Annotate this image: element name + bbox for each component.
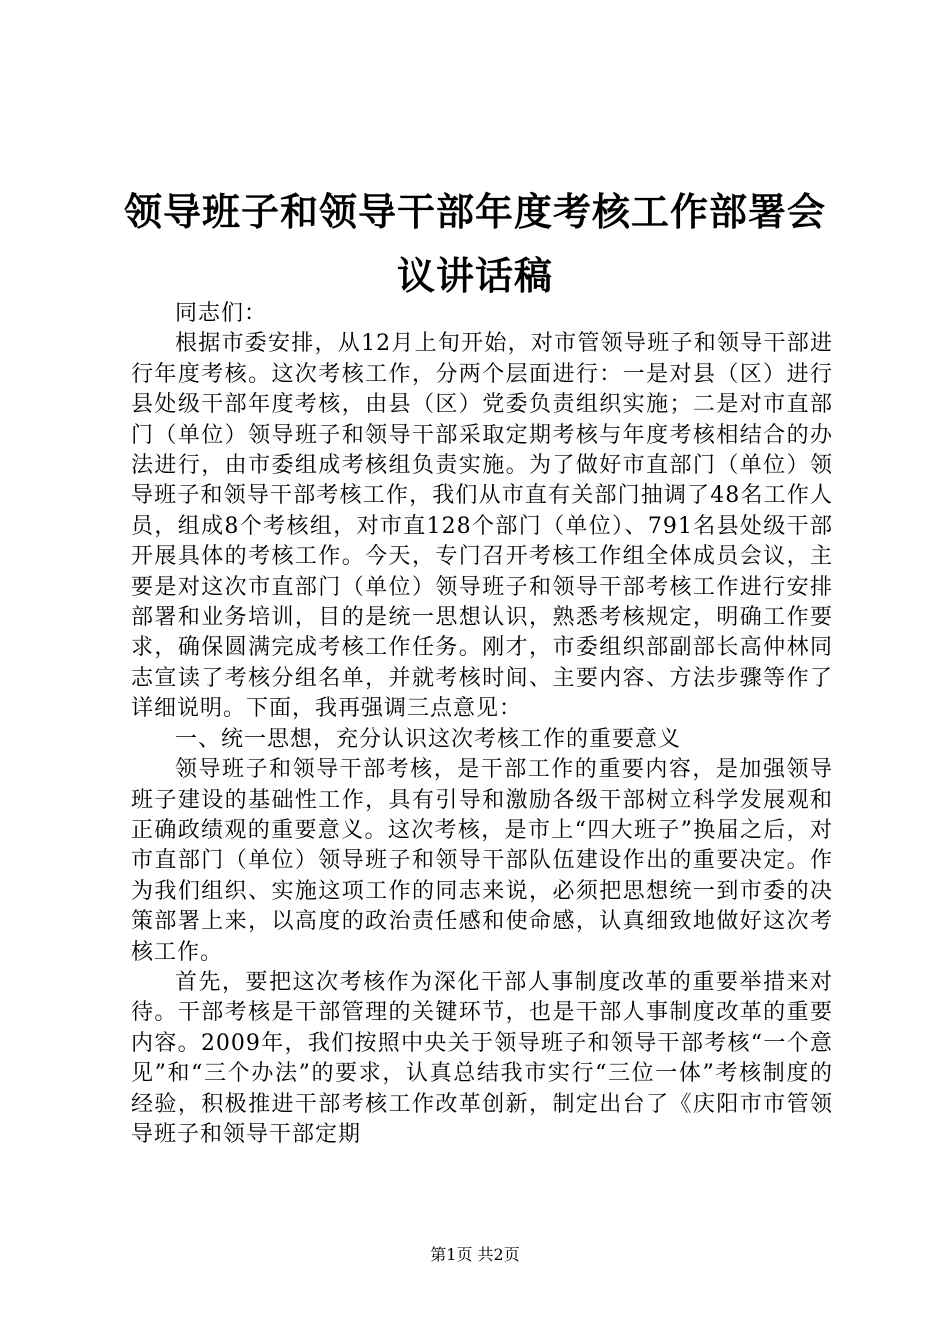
body-paragraph: 领导班子和领导干部考核，是干部工作的重要内容，是加强领导班子建设的基础性工作，具有引导和激励各级干部树立科学发展观和正确政绩观的重要意义。这次考核，是市上“四大班子”换届之后，对市直部门（单位）领导班子和领导干部队伍建设作出的重要决定。作为我们组织、实施这项工作的同志来说，必须把思想统一到市委的决策部署上来，以高度的政治责任感和使命感，认真细致地做好这次考核工作。 (131, 757, 833, 965)
document-title: 领导班子和领导干部年度考核工作部署会议讲话稿 (123, 189, 826, 298)
salutation: 同志们： (175, 301, 268, 326)
body-paragraph: 首先，要把这次考核作为深化干部人事制度改革的重要举措来对待。干部考核是干部管理的关键环节，也是干部人事制度改革的重要内容。2009年，我们按照中央关于领导班子和领导干部考核“一个意见”和“三个办法”的要求，认真总结我市实行“三位一体”考核制度的经验，积极推进干部考核工作改革创新，制定出台了《庆阳市市管领导班子和领导干部定期 (131, 969, 833, 1147)
document-body (131, 299, 833, 1150)
body-paragraph: 根据市委安排，从12月上旬开始，对市管领导班子和领导干部进行年度考核。这次考核工作，分两个层面进行：一是对县（区）进行县处级干部年度考核，由县（区）党委负责组织实施；二是对市直部门（单位）领导班子和领导干部采取定期考核与年度考核相结合的办法进行，由市委组成考核组负责实施。为了做好市直部门（单位）领导班子和领导干部考核工作，我们从市直有关部门抽调了48名工作人员，组成8个考核组，对市直128个部门（单位）、791名县处级干部开展具体的考核工作。今天，专门召开考核工作组全体成员会议，主要是对这次市直部门（单位）领导班子和领导干部考核工作进行安排部署和业务培训，目的是统一思想认识，熟悉考核规定，明确工作要求，确保圆满完成考核工作任务。刚才，市委组织部副部长高仲林同志宣读了考核分组名单，并就考核时间、主要内容、方法步骤等作了详细说明。下面，我再强调三点意见： (131, 331, 833, 722)
page-footer: 第1页 共2页 (430, 1245, 520, 1264)
section-heading: 一、统一思想，充分认识这次考核工作的重要意义 (175, 726, 682, 752)
